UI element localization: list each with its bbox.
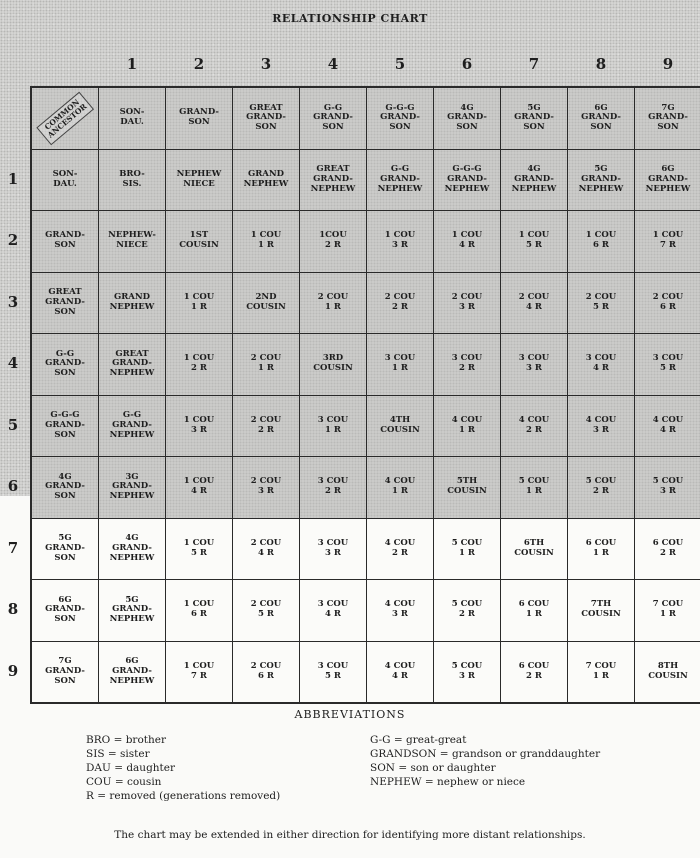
relationship-cell: 6G GRAND- NEPHEW	[635, 150, 700, 211]
relationship-cell: 1 COU 5 R	[166, 519, 232, 580]
header-cell: 7G GRAND- SON	[635, 88, 700, 149]
header-cell: 6G GRAND- SON	[568, 88, 634, 149]
abbreviation-item: NEPHEW = nephew or niece	[370, 776, 526, 788]
relationship-cell: 3 COU 1 R	[367, 334, 433, 395]
relationship-cell: 1 COU 7 R	[166, 642, 232, 703]
header-cell: 5G GRAND- SON	[501, 88, 567, 149]
relationship-cell: 1COU 2 R	[300, 211, 366, 272]
row-number: 6	[7, 477, 19, 495]
relationship-cell: 3 COU 5 R	[635, 334, 700, 395]
relationship-cell: 3 COU 4 R	[300, 580, 366, 641]
column-number: 3	[260, 55, 272, 73]
common-ancestor-label: COMMON ANCESTOR	[36, 92, 93, 145]
relationship-cell: 2 COU 6 R	[635, 273, 700, 334]
relationship-cell: 4TH COUSIN	[367, 396, 433, 457]
relationship-cell: 1ST COUSIN	[166, 211, 232, 272]
relationship-cell: 1 COU 4 R	[434, 211, 500, 272]
abbreviation-item: R = removed (generations removed)	[86, 790, 281, 802]
relationship-cell: 3 COU 2 R	[434, 334, 500, 395]
header-cell: G-G GRAND- SON	[300, 88, 366, 149]
relationship-cell: 5 COU 2 R	[568, 457, 634, 518]
relationship-cell: 1 COU 6 R	[166, 580, 232, 641]
relationship-cell: 2 COU 3 R	[233, 457, 299, 518]
row-number: 7	[7, 538, 19, 557]
relationship-cell: 4 COU 1 R	[367, 457, 433, 518]
header-cell: G-G-G GRAND- SON	[367, 88, 433, 149]
relationship-cell: G-G GRAND- NEPHEW	[99, 396, 165, 457]
relationship-cell: 2 COU 3 R	[434, 273, 500, 334]
relationship-cell: 3 COU 3 R	[501, 334, 567, 395]
row-label-cell: G-G-G GRAND- SON	[32, 396, 98, 457]
relationship-cell: 1 COU 5 R	[501, 211, 567, 272]
row-number: 4	[7, 354, 19, 372]
relationship-cell: 4 COU 4 R	[367, 642, 433, 703]
relationship-cell: 3 COU 5 R	[300, 642, 366, 703]
relationship-cell: 1 COU 1 R	[233, 211, 299, 272]
header-cell: 4G GRAND- SON	[434, 88, 500, 149]
relationship-cell: 2 COU 4 R	[233, 519, 299, 580]
relationship-cell: 6 COU 1 R	[568, 519, 634, 580]
relationship-cell: 1 COU 3 R	[166, 396, 232, 457]
relationship-cell: 7 COU 1 R	[635, 580, 700, 641]
abbreviations-left	[86, 733, 280, 803]
footnote: The chart may be extended in either direction for identifying more distant relationships.	[114, 829, 586, 841]
relationship-cell: 7TH COUSIN	[568, 580, 634, 641]
column-number: 2	[193, 55, 205, 73]
relationship-cell: GRAND NEPHEW	[99, 273, 165, 334]
relationship-cell: GREAT GRAND- NEPHEW	[99, 334, 165, 395]
relationship-cell: GREAT GRAND- NEPHEW	[300, 150, 366, 211]
relationship-cell: 5 COU 2 R	[434, 580, 500, 641]
column-number: 5	[394, 55, 406, 73]
column-number: 9	[662, 55, 674, 73]
abbreviation-item: SON = son or daughter	[370, 762, 496, 774]
column-number: 8	[595, 55, 607, 73]
relationship-cell: 1 COU 7 R	[635, 211, 700, 272]
row-number: 2	[7, 231, 19, 249]
abbreviation-item: COU = cousin	[86, 776, 162, 788]
row-label-cell: SON- DAU.	[32, 150, 98, 211]
relationship-cell: 5TH COUSIN	[434, 457, 500, 518]
relationship-grid	[30, 86, 700, 704]
abbreviation-item: GRANDSON = grandson or granddaughter	[370, 748, 601, 760]
abbreviation-item: G-G = great-great	[370, 734, 467, 746]
relationship-cell: 2 COU 5 R	[568, 273, 634, 334]
row-label-cell: 7G GRAND- SON	[32, 642, 98, 703]
relationship-cell: 7 COU 1 R	[568, 642, 634, 703]
relationship-cell: 2 COU 4 R	[501, 273, 567, 334]
relationship-cell: 6 COU 2 R	[501, 642, 567, 703]
row-number: 5	[7, 415, 19, 434]
relationship-cell: 5 COU 3 R	[434, 642, 500, 703]
relationship-cell: 5 COU 3 R	[635, 457, 700, 518]
relationship-cell: GRAND NEPHEW	[233, 150, 299, 211]
relationship-cell: 2 COU 6 R	[233, 642, 299, 703]
abbreviation-item: SIS = sister	[86, 748, 150, 760]
relationship-cell: 6 COU 1 R	[501, 580, 567, 641]
abbreviation-item: BRO = brother	[86, 734, 166, 746]
row-number: 3	[7, 292, 19, 311]
relationship-cell: 1 COU 2 R	[166, 334, 232, 395]
relationship-cell: 8TH COUSIN	[635, 642, 700, 703]
relationship-cell: 6 COU 2 R	[635, 519, 700, 580]
row-label-cell: 5G GRAND- SON	[32, 519, 98, 580]
relationship-cell: 2 COU 2 R	[367, 273, 433, 334]
relationship-cell: 4 COU 3 R	[568, 396, 634, 457]
header-cell: SON- DAU.	[99, 88, 165, 149]
relationship-cell: 6G GRAND- NEPHEW	[99, 642, 165, 703]
relationship-cell: G-G-G GRAND- NEPHEW	[434, 150, 500, 211]
abbreviations-title: ABBREVIATIONS	[294, 708, 406, 721]
relationship-cell: G-G GRAND- NEPHEW	[367, 150, 433, 211]
row-label-cell: G-G GRAND- SON	[32, 334, 98, 395]
relationship-cell: 1 COU 1 R	[166, 273, 232, 334]
relationship-cell: 5G GRAND- NEPHEW	[99, 580, 165, 641]
relationship-cell: 2 COU 5 R	[233, 580, 299, 641]
relationship-cell: 4G GRAND- NEPHEW	[99, 519, 165, 580]
relationship-cell: 5 COU 1 R	[434, 519, 500, 580]
relationship-cell: 3 COU 1 R	[300, 396, 366, 457]
relationship-cell: 3 COU 4 R	[568, 334, 634, 395]
relationship-cell: 3 COU 3 R	[300, 519, 366, 580]
relationship-cell: BRO- SIS.	[99, 150, 165, 211]
abbreviation-item: DAU = daughter	[86, 762, 176, 774]
relationship-cell: 4G GRAND- NEPHEW	[501, 150, 567, 211]
relationship-cell: 5 COU 1 R	[501, 457, 567, 518]
column-number: 1	[126, 55, 138, 73]
relationship-cell: 2 COU 1 R	[233, 334, 299, 395]
relationship-cell: 1 COU 4 R	[166, 457, 232, 518]
relationship-cell: 4 COU 3 R	[367, 580, 433, 641]
abbreviations-right	[370, 733, 600, 789]
header-cell: GREAT GRAND- SON	[233, 88, 299, 149]
relationship-cell: 3 COU 2 R	[300, 457, 366, 518]
row-label-cell: 4G GRAND- SON	[32, 457, 98, 518]
relationship-cell: 3G GRAND- NEPHEW	[99, 457, 165, 518]
row-label-cell: GRAND- SON	[32, 211, 98, 272]
relationship-cell: 4 COU 2 R	[367, 519, 433, 580]
relationship-cell: 1 COU 6 R	[568, 211, 634, 272]
column-number: 7	[528, 55, 540, 73]
relationship-cell: 2ND COUSIN	[233, 273, 299, 334]
row-label-cell: GREAT GRAND- SON	[32, 273, 98, 334]
relationship-cell: 4 COU 4 R	[635, 396, 700, 457]
relationship-cell: 1 COU 3 R	[367, 211, 433, 272]
row-number: 8	[7, 600, 19, 618]
row-number: 9	[7, 661, 19, 680]
relationship-cell: 5G GRAND- NEPHEW	[568, 150, 634, 211]
row-label-cell: 6G GRAND- SON	[32, 580, 98, 641]
column-number: 4	[327, 55, 339, 73]
column-number: 6	[461, 55, 473, 73]
relationship-cell: NEPHEW NIECE	[166, 150, 232, 211]
relationship-cell: 4 COU 2 R	[501, 396, 567, 457]
row-number: 1	[7, 169, 19, 188]
relationship-cell: 2 COU 2 R	[233, 396, 299, 457]
chart-title: RELATIONSHIP CHART	[272, 12, 428, 25]
relationship-cell: 3RD COUSIN	[300, 334, 366, 395]
relationship-cell: 2 COU 1 R	[300, 273, 366, 334]
relationship-cell: 4 COU 1 R	[434, 396, 500, 457]
header-cell: GRAND- SON	[166, 88, 232, 149]
relationship-cell: NEPHEW- NIECE	[99, 211, 165, 272]
corner-cell	[32, 88, 98, 149]
relationship-cell: 6TH COUSIN	[501, 519, 567, 580]
